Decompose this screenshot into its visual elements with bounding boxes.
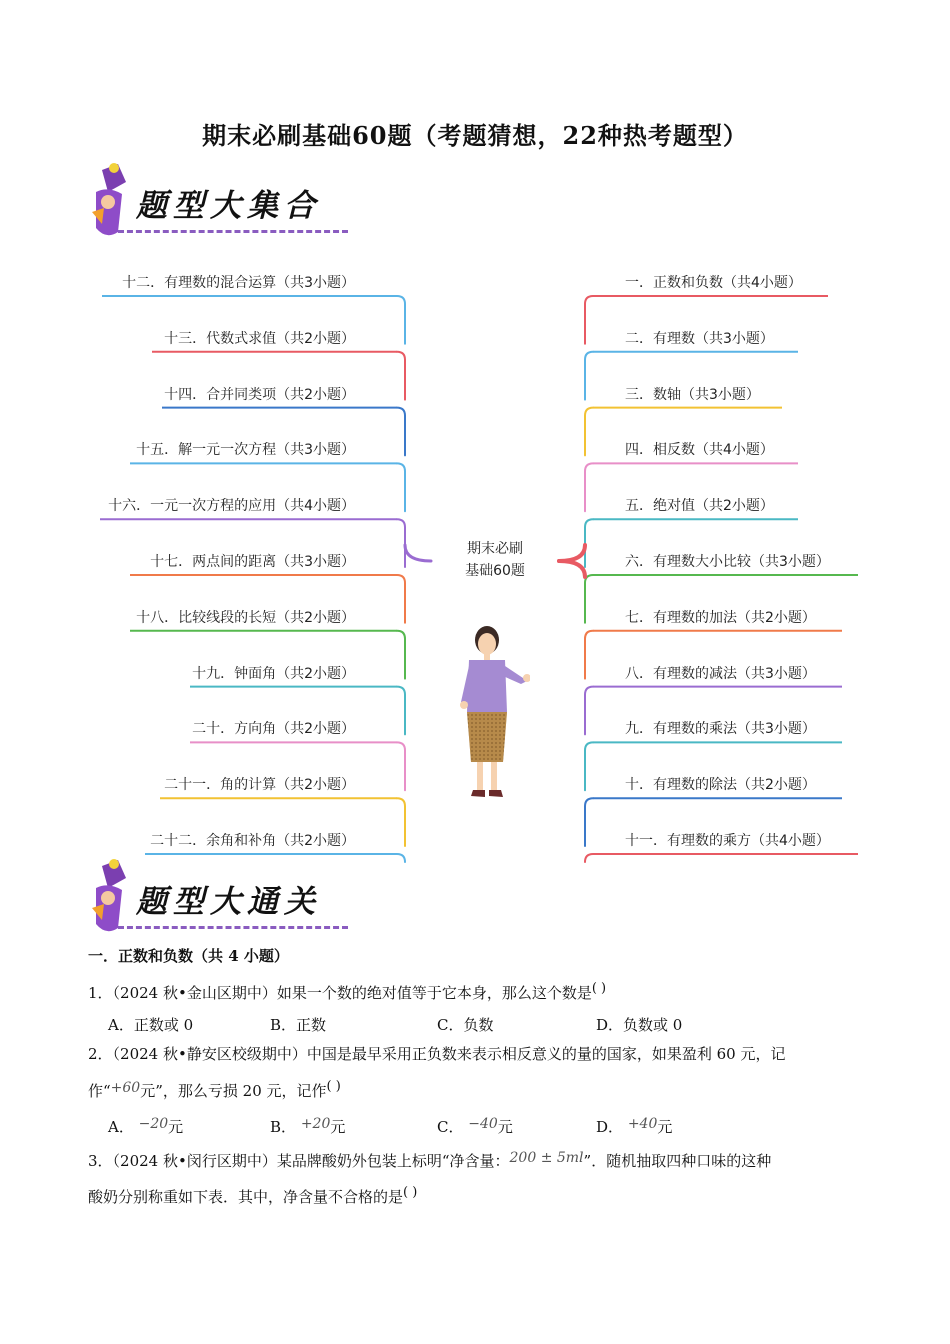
banner-underline [118, 926, 348, 929]
q2-option-c-unit: 元 [497, 1118, 513, 1136]
right-branch-connector [585, 296, 593, 344]
answer-paren: ( ) [326, 1079, 341, 1094]
q2-option-b-value: +20 [300, 1116, 331, 1132]
q2-option-a-value: −20 [138, 1116, 169, 1132]
q2-option-c-value: −40 [468, 1116, 498, 1132]
left-branch-connector [397, 742, 405, 790]
right-branch-connector [585, 352, 593, 400]
right-branch-connector [585, 631, 593, 679]
q2-option-c-prefix: C． [437, 1118, 464, 1136]
q2-option-b-unit: 元 [330, 1118, 346, 1136]
mind-node-left: 二十二．余角和补角（共2小题） [150, 833, 355, 849]
left-branch-connector [397, 575, 405, 623]
mind-node-right: 六．有理数大小比较（共3小题） [625, 554, 830, 570]
center-line-2: 基础60题 [465, 563, 525, 579]
q2-line2-pre: 作“ [88, 1082, 111, 1100]
banner-question-types [88, 162, 353, 244]
mind-node-right: 一．正数和负数（共4小题） [625, 275, 802, 291]
question-2-line-2 [88, 1079, 868, 1105]
left-branch-connector [397, 463, 405, 511]
left-branch-connector [397, 296, 405, 344]
left-branch-connector [397, 519, 405, 567]
q1-option-c: C．负数 [437, 1016, 494, 1034]
mind-node-left: 十五．解一元一次方程（共3小题） [136, 442, 355, 459]
mind-node-left: 十八．比较线段的长短（共2小题） [136, 609, 355, 626]
left-branch-connector [397, 408, 405, 456]
banner-underline [118, 230, 348, 233]
q2-option-c [437, 1116, 513, 1137]
q2-option-d [596, 1116, 672, 1137]
right-branch-connector [585, 408, 593, 456]
left-branch-connector [397, 798, 405, 846]
mind-node-left: 二十．方向角（共2小题） [192, 721, 355, 738]
q1-option-d: D．负数或 0 [596, 1016, 683, 1034]
mind-node-left: 二十一．角的计算（共2小题） [164, 777, 355, 794]
left-branch-connector [397, 687, 405, 735]
q3-line2: 酸奶分别称重如下表．其中，净含量不合格的是 [88, 1188, 404, 1206]
mind-node-right: 十．有理数的除法（共2小题） [625, 777, 816, 794]
answer-paren: ( ) [403, 1185, 418, 1200]
banner-text: 题型大集合 [136, 188, 321, 224]
q2-option-d-value: +40 [627, 1116, 658, 1132]
mind-node-right: 九．有理数的乘法（共3小题） [625, 721, 816, 738]
question-1-text: 1．（2024 秋•金山区期中）如果一个数的绝对值等于它本身，那么这个数是 [88, 984, 592, 1002]
q1-option-a: A．正数或 0 [108, 1016, 194, 1034]
q3-line1-post: ”．随机抽取四种口味的这种 [583, 1152, 772, 1170]
left-branch-connector [397, 352, 405, 400]
banner-question-practice [88, 858, 353, 940]
center-connector-right [559, 545, 585, 561]
mind-node-left: 十二．有理数的混合运算（共3小题） [122, 275, 355, 291]
q2-math-plus60: +60 [110, 1080, 141, 1096]
right-branch-connector [585, 463, 593, 511]
section-heading: 一．正数和负数（共 4 小题） [88, 947, 289, 965]
banner-text: 题型大通关 [136, 884, 321, 920]
right-branch-connector [585, 854, 593, 862]
right-branch-connector [585, 687, 593, 735]
question-1 [88, 981, 868, 1007]
center-connector-right-lower [559, 561, 585, 577]
right-branch-connector [585, 798, 593, 846]
question-3-line-2 [88, 1185, 868, 1211]
q2-option-d-prefix: D． [596, 1118, 624, 1136]
mind-node-right: 十一．有理数的乘方（共4小题） [625, 833, 830, 849]
right-branch-connector [585, 519, 593, 567]
mind-node-right: 三．数轴（共3小题） [625, 386, 760, 403]
mind-node-left: 十七．两点间的距离（共3小题） [150, 554, 355, 570]
center-connector-left [405, 545, 431, 561]
mind-node-left: 十四．合并同类项（共2小题） [164, 386, 355, 403]
mind-node-right: 七．有理数的加法（共2小题） [625, 609, 816, 626]
mind-node-right: 二．有理数（共3小题） [625, 330, 774, 347]
q2-option-a-prefix: A． [108, 1118, 134, 1136]
q3-line1-pre: 3．（2024 秋•闵行区期中）某品牌酸奶外包装上标明“净含量： [88, 1152, 510, 1170]
q2-line2-post: 元”，那么亏损 20 元，记作 [140, 1082, 327, 1100]
mind-node-left: 十九．钟面角（共2小题） [192, 665, 355, 682]
left-branch-connector [397, 631, 405, 679]
q2-option-a [108, 1116, 183, 1137]
q2-option-a-unit: 元 [168, 1118, 184, 1136]
q3-math-net-content: 200 ± 5ml [509, 1150, 584, 1166]
right-branch-connector [585, 575, 593, 623]
q2-option-d-unit: 元 [657, 1118, 673, 1136]
answer-paren: ( ) [591, 981, 607, 996]
mind-node-right: 八．有理数的减法（共3小题） [625, 665, 816, 682]
question-3-line-1 [88, 1149, 878, 1174]
mind-map [0, 250, 950, 870]
q2-option-b-prefix: B． [270, 1118, 297, 1136]
mind-node-left: 十六．一元一次方程的应用（共4小题） [108, 498, 355, 515]
mind-node-left: 十三．代数式求值（共2小题） [164, 330, 355, 347]
mind-map-center [445, 538, 545, 582]
q1-option-b: B．正数 [270, 1016, 327, 1034]
question-2-line-1: 2．（2024 秋•静安区校级期中）中国是最早采用正负数来表示相反意义的量的国家，如果盈利 60 元，记 [88, 1045, 786, 1063]
mind-node-right: 五．绝对值（共2小题） [625, 498, 774, 515]
page-title: 期末必刷基础60题（考题猜想，22种热考题型） [202, 121, 748, 150]
right-branch-connector [585, 742, 593, 790]
mind-node-right: 四．相反数（共4小题） [625, 442, 774, 459]
center-line-1: 期末必刷 [467, 541, 523, 557]
left-branch-connector [397, 854, 405, 862]
teacher-illustration [455, 622, 530, 802]
q2-option-b [270, 1116, 345, 1137]
